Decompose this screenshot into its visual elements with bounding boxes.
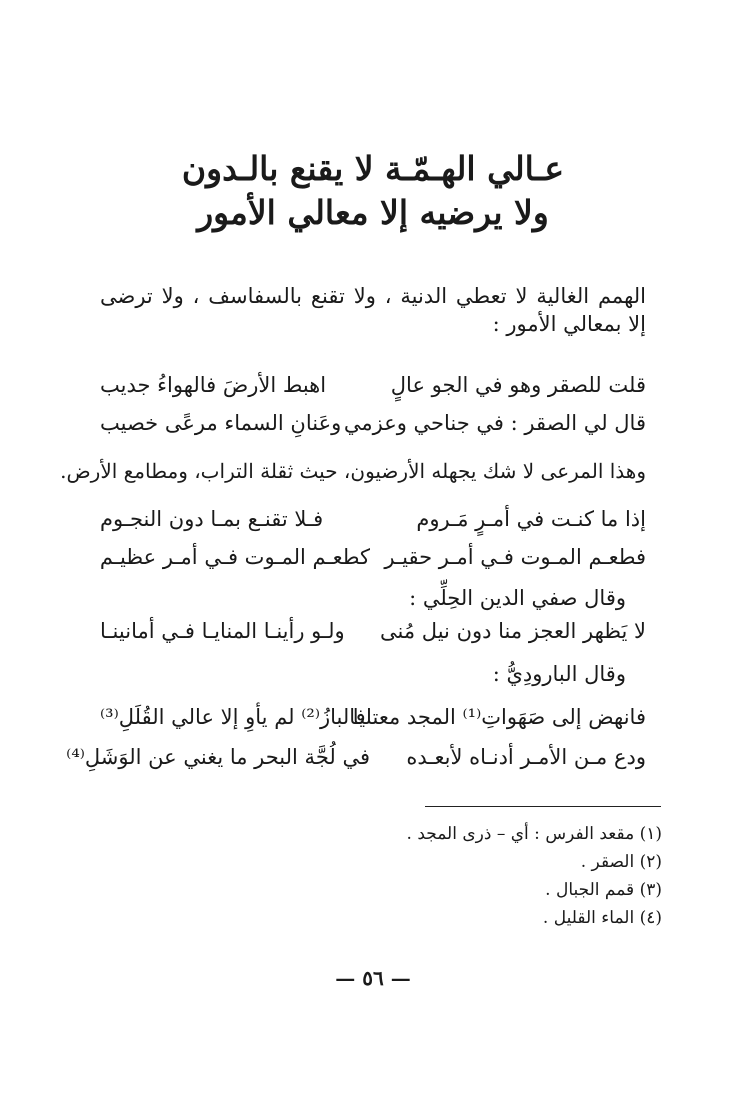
intro-paragraph: الهمم الغالية لا تعطي الدنية ، ولا تقنع بالسفاسف ، ولا ترضى إلا بمعالي الأمور : (100, 284, 646, 337)
verse-6-left: فالبازُ⁽²⁾ لم يأوِ إلا عالي القُلَلِ⁽³⁾ (100, 705, 366, 729)
verse-3-left: فـلا تقنـع بمـا دون النجـوم (100, 507, 324, 531)
verse-6-right: فانهض إلى صَهَواتِ⁽¹⁾ المجد معتليا (352, 705, 646, 729)
verse-4-right: فطعـم المـوت فـي أمـر حقيـر (384, 545, 646, 569)
verse-3-right: إذا ما كنـت في أمـرٍ مَـروم (416, 507, 646, 531)
verse-4-left: كطعـم المـوت فـي أمـر عظيـم (99, 545, 370, 569)
prose-line: وهذا المرعى لا شك يجهله الأرضيون، حيث ثقلة التراب، ومطامع الأرض. (60, 459, 646, 483)
verse-1-right: قلت للصقر وهو في الجو عالٍ (390, 373, 646, 397)
verse-7-right: ودع مـن الأمـر أدنـاه لأبعـده (406, 745, 646, 769)
verse-3 (0, 506, 746, 536)
footnote-1: (١) مقعد الفرس : أي – ذرى المجد . (406, 824, 662, 844)
footnote-3: (٣) قمم الجبال . (545, 880, 662, 900)
verse-1 (0, 372, 746, 402)
footnote-4: (٤) الماء القليل . (542, 908, 662, 928)
verse-1-left: اهبط الأرضَ فالهواءُ جديب (100, 373, 327, 397)
heading-line-1: عـالي الهـمّـة لا يقنع بالـدون (181, 149, 565, 188)
verse-5-left: ولـو رأينـا المنايـا فـي أمانينـا (100, 619, 345, 643)
attribution-al-barudi: وقال البارودِيُّ : (492, 662, 626, 686)
page-number: — ٥٦ — (335, 966, 411, 990)
attribution-safi-al-din: وقال صفي الدين الحِلِّي : (409, 586, 626, 610)
verse-2-right: قال لي الصقر : في جناحي وعزمي (343, 411, 646, 435)
verse-5 (0, 618, 746, 648)
heading-line-2: ولا يرضيه إلا معالي الأمور (197, 193, 549, 232)
verse-7 (0, 744, 746, 774)
verse-5-right: لا يَظهر العجز منا دون نيل مُنى (380, 619, 646, 643)
footnote-divider (425, 806, 661, 807)
verse-2 (0, 410, 746, 440)
verse-2-left: وعَنانِ السماء مرعًى خصيب (100, 411, 342, 435)
verse-6 (0, 704, 746, 734)
verse-7-left: في لُجَّة البحر ما يغني عن الوَشَلِ⁽⁴⁾ (66, 745, 370, 769)
verse-4 (0, 544, 746, 574)
footnote-2: (٢) الصقر . (580, 852, 662, 872)
